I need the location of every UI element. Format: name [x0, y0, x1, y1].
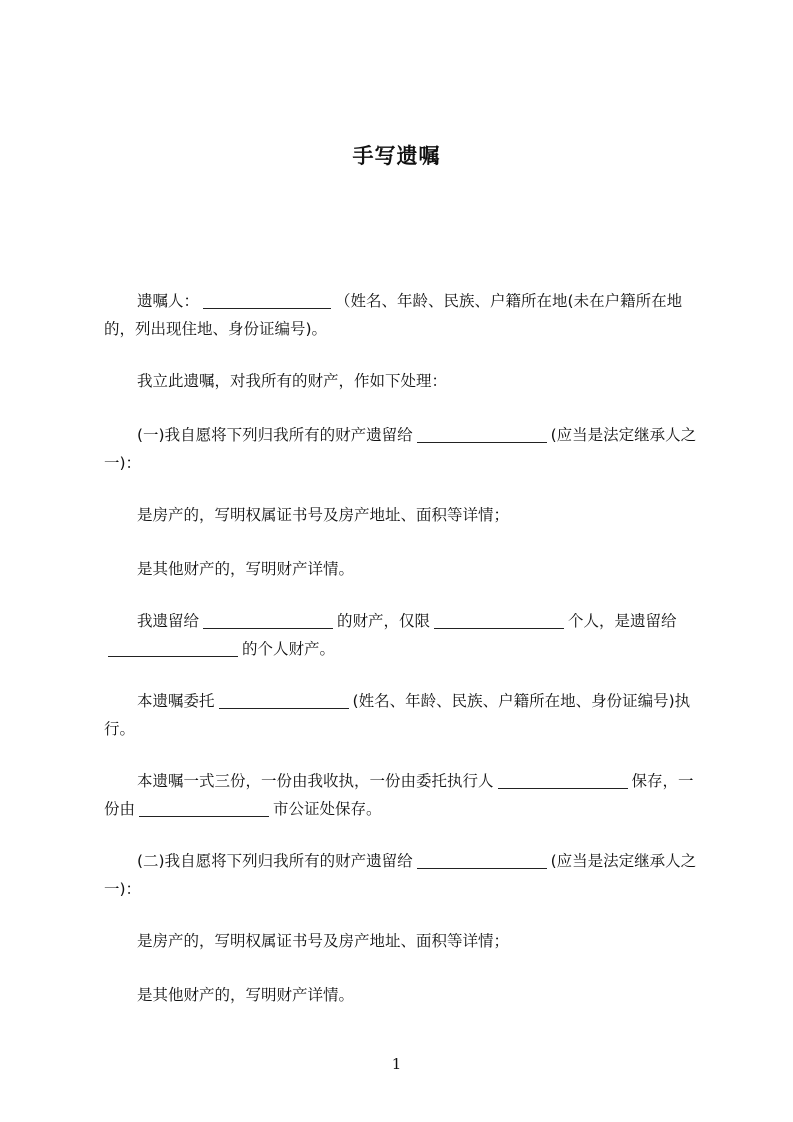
executor-text-b: (姓名、年龄、民族、户籍所在地、身份证编号)执行。	[104, 692, 691, 738]
clause-two-text: (二)我自愿将下列归我所有的财产遗留给	[137, 852, 413, 870]
clause-two-paragraph	[104, 847, 704, 903]
property-house-paragraph-2	[104, 927, 704, 955]
document-title: 手写遗嘱	[352, 144, 441, 168]
bequest-blank-2	[434, 613, 564, 629]
copies-blank-1	[498, 773, 628, 789]
bequest-blank-1	[203, 613, 333, 629]
property-house-paragraph	[104, 501, 704, 529]
testator-blank	[203, 293, 331, 309]
clause-two-heir-blank	[417, 853, 547, 869]
executor-blank	[219, 693, 349, 709]
property-house-text-2: 是房产的，写明权属证书号及房产地址、面积等详情；	[137, 932, 510, 950]
property-other-text-2: 是其他财产的，写明财产详情。	[137, 986, 355, 1004]
property-other-text: 是其他财产的，写明财产详情。	[137, 560, 355, 578]
bequest-text-a: 我遗留给	[137, 612, 200, 630]
property-house-text: 是房产的，写明权属证书号及房产地址、面积等详情；	[137, 506, 510, 524]
testator-label: 遗嘱人：	[137, 292, 200, 310]
executor-text-a: 本遗嘱委托	[137, 692, 215, 710]
intro-paragraph	[104, 367, 704, 395]
bequest-limit-paragraph	[104, 607, 704, 663]
bequest-text-d: 的个人财产。	[242, 640, 336, 658]
clause-one-paragraph	[104, 421, 704, 477]
copies-paragraph	[104, 767, 704, 823]
intro-text: 我立此遗嘱，对我所有的财产，作如下处理：	[137, 372, 448, 390]
bequest-text-c: 个人，是遗留给	[568, 612, 677, 630]
property-other-paragraph	[104, 555, 704, 583]
testator-note: （姓名、年龄、民族、户籍所在地(未在户籍所在地的，列出现住地、身份证编号)。	[104, 292, 683, 338]
clause-two-note: (应当是法定继承人之一)：	[104, 852, 697, 898]
clause-one-note: (应当是法定继承人之一)：	[104, 426, 697, 472]
copies-text-b: 保存，一份由	[104, 772, 694, 818]
executor-paragraph	[104, 687, 704, 743]
bequest-text-b: 的财产，仅限	[337, 612, 431, 630]
copies-text-c: 市公证处保存。	[273, 800, 382, 818]
copies-blank-2	[139, 801, 269, 817]
testator-paragraph	[104, 287, 704, 343]
page-number: 1	[391, 1055, 402, 1073]
clause-one-heir-blank	[417, 427, 547, 443]
bequest-blank-3	[108, 641, 238, 657]
clause-one-text: (一)我自愿将下列归我所有的财产遗留给	[137, 426, 413, 444]
copies-text-a: 本遗嘱一式三份，一份由我收执，一份由委托执行人	[137, 772, 494, 790]
property-other-paragraph-2	[104, 981, 704, 1009]
